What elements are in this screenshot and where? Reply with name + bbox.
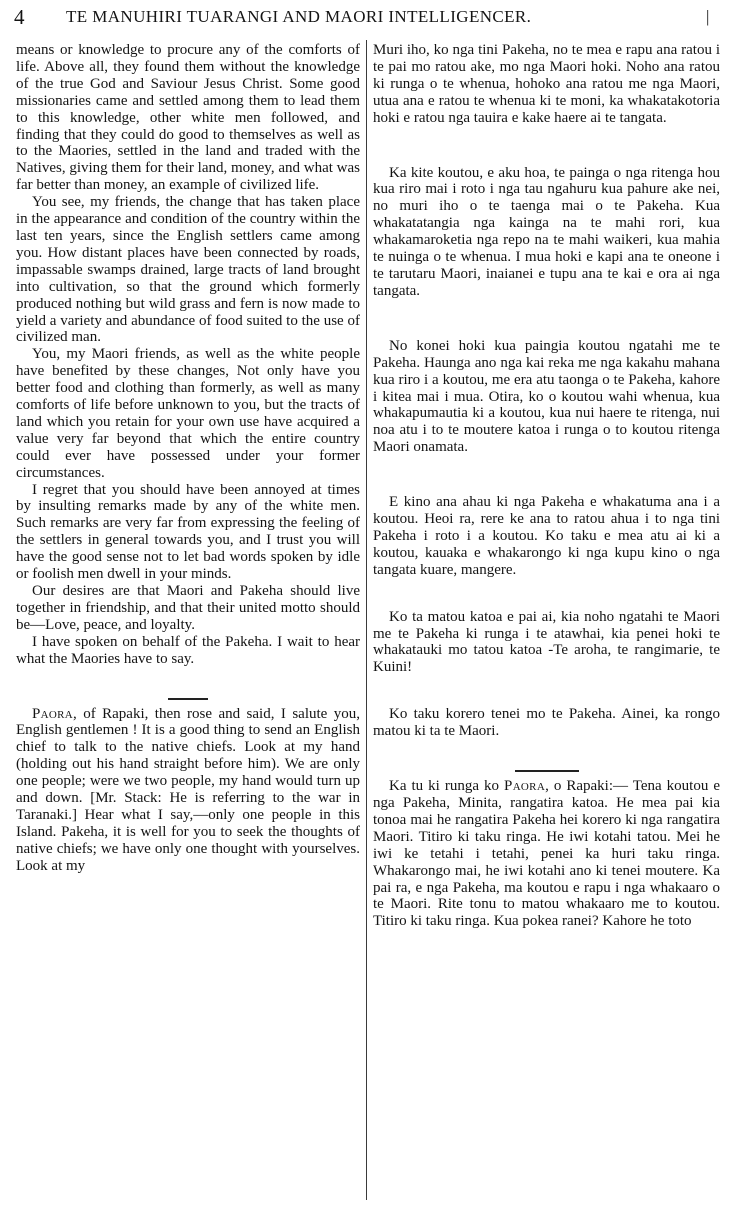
- speaker-name: Paora: [32, 705, 74, 722]
- spacer: [373, 740, 720, 770]
- english-paragraph-2: You see, my friends, the change that has taken place in the appearance and condition of the country within the last ten years, since the English settlers came among you. How distant places have been connected by roads, impassable swamps drained, large tracts of land brought into cultivation, so that the ground which formerly produced nothing but wild grass and fern is now made to yield a variety and abundance of food suited to the use of civilized man.: [16, 194, 360, 346]
- english-paragraph-4: I regret that you should have been annoyed at times by insulting remarks made by any of the white men. Such remarks are very far from expressing the feeling of the settlers in general towards you, and I trust you will have the good sense not to let bad words spoken by idle or foolish men dwell in your minds.: [16, 481, 360, 583]
- maori-paragraph-2: Ka kite koutou, e aku hoa, te painga o nga ritenga hou kua riro mai i roto i nga tau ngahuru kua pahure ake nei, no muri iho o te taenga mai o te Pakeha. Kua whakatatangia nga kainga na te mahi rori, kua whakamaroketia nga repo na te mahi waikeri, kua mahia te nuinga o te whenua. I mua hoki e kapi ana te oneone i te tarutaru Maori, inaianei e tupu ana te kai e ora ai nga tangata.: [373, 164, 720, 299]
- maori-paragraph-1: Muri iho, ko nga tini Pakeha, no te mea e rapu ana ratou i te pai mo ratou ake, mo nga Maori hoki. Noho ana ratou ki runga o te whenua, hohoko ana ratou me nga Maori, utua ana e ratou te whenua ki te moni, ka whakatakotoria hoki e ratou nga tauira e kake haere ai te tangata.: [373, 42, 720, 126]
- english-paragraph-1: means or knowledge to procure any of the comforts of life. Above all, they found them without the knowledge of the true God and Saviour Jesus Christ. Some good missionaries came and settled among them to lead them to this knowledge, other white men followed, and finding that they could do good to themselves as well as to the Maories, settled in the land and traded with the Natives, giving them for their land, money, and what was far better than money, an example of civilized life.: [16, 42, 360, 194]
- spacer: [16, 668, 360, 698]
- english-paragraph-7-text: , of Rapaki, then rose and said, I salute you, English gentlemen ! It is a good thing to send an English chief to talk to the native chiefs. Look at my hand (holding out his hand straight before him). We are only one people; were we two people, my hand would turn up and down. [Mr. Stack: He is referring to the war in Taranaki.] Hear what I say,—only one people in this Island. Pakeha, it is well for you to seek the thoughts of native chiefs; we have only one thought with yourselves. Look at my: [16, 705, 360, 874]
- english-paragraph-7: [16, 706, 360, 875]
- maori-paragraph-5: Ko ta matou katoa e pai ai, kia noho ngatahi te Maori me te Pakeha ki runga i te atawhai, kia penei hoki te whakatauki mo tatou katoa -Te aroha, te rangimarie, te Kuini!: [373, 608, 720, 676]
- spacer: [373, 676, 720, 706]
- spacer: [373, 579, 720, 609]
- maori-paragraph-3: No konei hoki kua paingia koutou ngatahi me te Pakeha. Haunga ano nga kai reka me nga kakahu mahana kua riro i a koutou, me era atu taonga o te Pakeha, kahore i kitea mai i mua. Otira, ko o koutou wahi whenua, kua whakapumautia ki a koutou, kua nui haere te ritenga, nui noa atu i to te moutere katoa i runga o to koutou ritenga Maori onamata.: [373, 337, 720, 456]
- page-number: 4: [14, 5, 25, 29]
- maori-paragraph-7: [373, 778, 720, 930]
- maori-paragraph-7-intro: Ka tu ki runga ko: [389, 778, 505, 795]
- maori-paragraph-6: Ko taku korero tenei mo te Pakeha. Ainei, ka rongo matou ki ta te Maori.: [373, 706, 720, 740]
- english-paragraph-5: Our desires are that Maori and Pakeha should live together in friendship, and that their united motto should be—Love, peace, and loyalty.: [16, 583, 360, 633]
- maori-paragraph-4: E kino ana ahau ki nga Pakeha e whakatuma ana i a koutou. Heoi ra, rere ke ana to ratou ahua i to nga tini Pakeha i roto i a koutou. Ko taku e mea atu ai ki a koutou, kauaka e whakarongo ki nga kupu kino o nga tangata kuare, mangere.: [373, 494, 720, 578]
- column-divider: [366, 40, 367, 1200]
- english-column: [16, 42, 360, 875]
- spacer: [373, 456, 720, 494]
- speaker-name: Paora: [504, 778, 546, 795]
- running-title: TE MANUHIRI TUARANGI AND MAORI INTELLIGENCER.: [66, 7, 532, 26]
- maori-paragraph-7-text: , o Rapaki:— Tena koutou e nga Pakeha, Minita, rangatira katoa. He mea pai kia tonoa mai he rangatira Pakeha hei korero ki nga rangatira Maori. Titiro ki taku ringa. He iwi kotahi tatou. Mei he iwi ke tetahi i tetahi, penei ka huri taku ringa. Whakarongo mai, he iwi kotahi ano ki tenei moutere. Ka pai ra, e nga Pakeha, ma koutou e rapu i nga whakaaro o te Maori. Rite tonu to matou whakaaro me to koutou. Titiro ki taku ringa. Kua pokea ranei? Kahore he toto: [373, 778, 721, 930]
- page-header: [14, 4, 726, 34]
- header-mark: |: [706, 7, 710, 26]
- maori-column: [373, 42, 720, 930]
- english-paragraph-3: You, my Maori friends, as well as the white people have benefited by these changes, Not only have you better food and clothing than formerly, as well as many comforts of life before unknown to you, but the tracts of land which you retain for your own use have acquired a value very far beyond that which the entire country could ever have possessed under your former circumstances.: [16, 346, 360, 481]
- english-paragraph-6: I have spoken on behalf of the Pakeha. I wait to hear what the Maories have to say.: [16, 633, 360, 667]
- spacer: [373, 127, 720, 165]
- spacer: [373, 300, 720, 338]
